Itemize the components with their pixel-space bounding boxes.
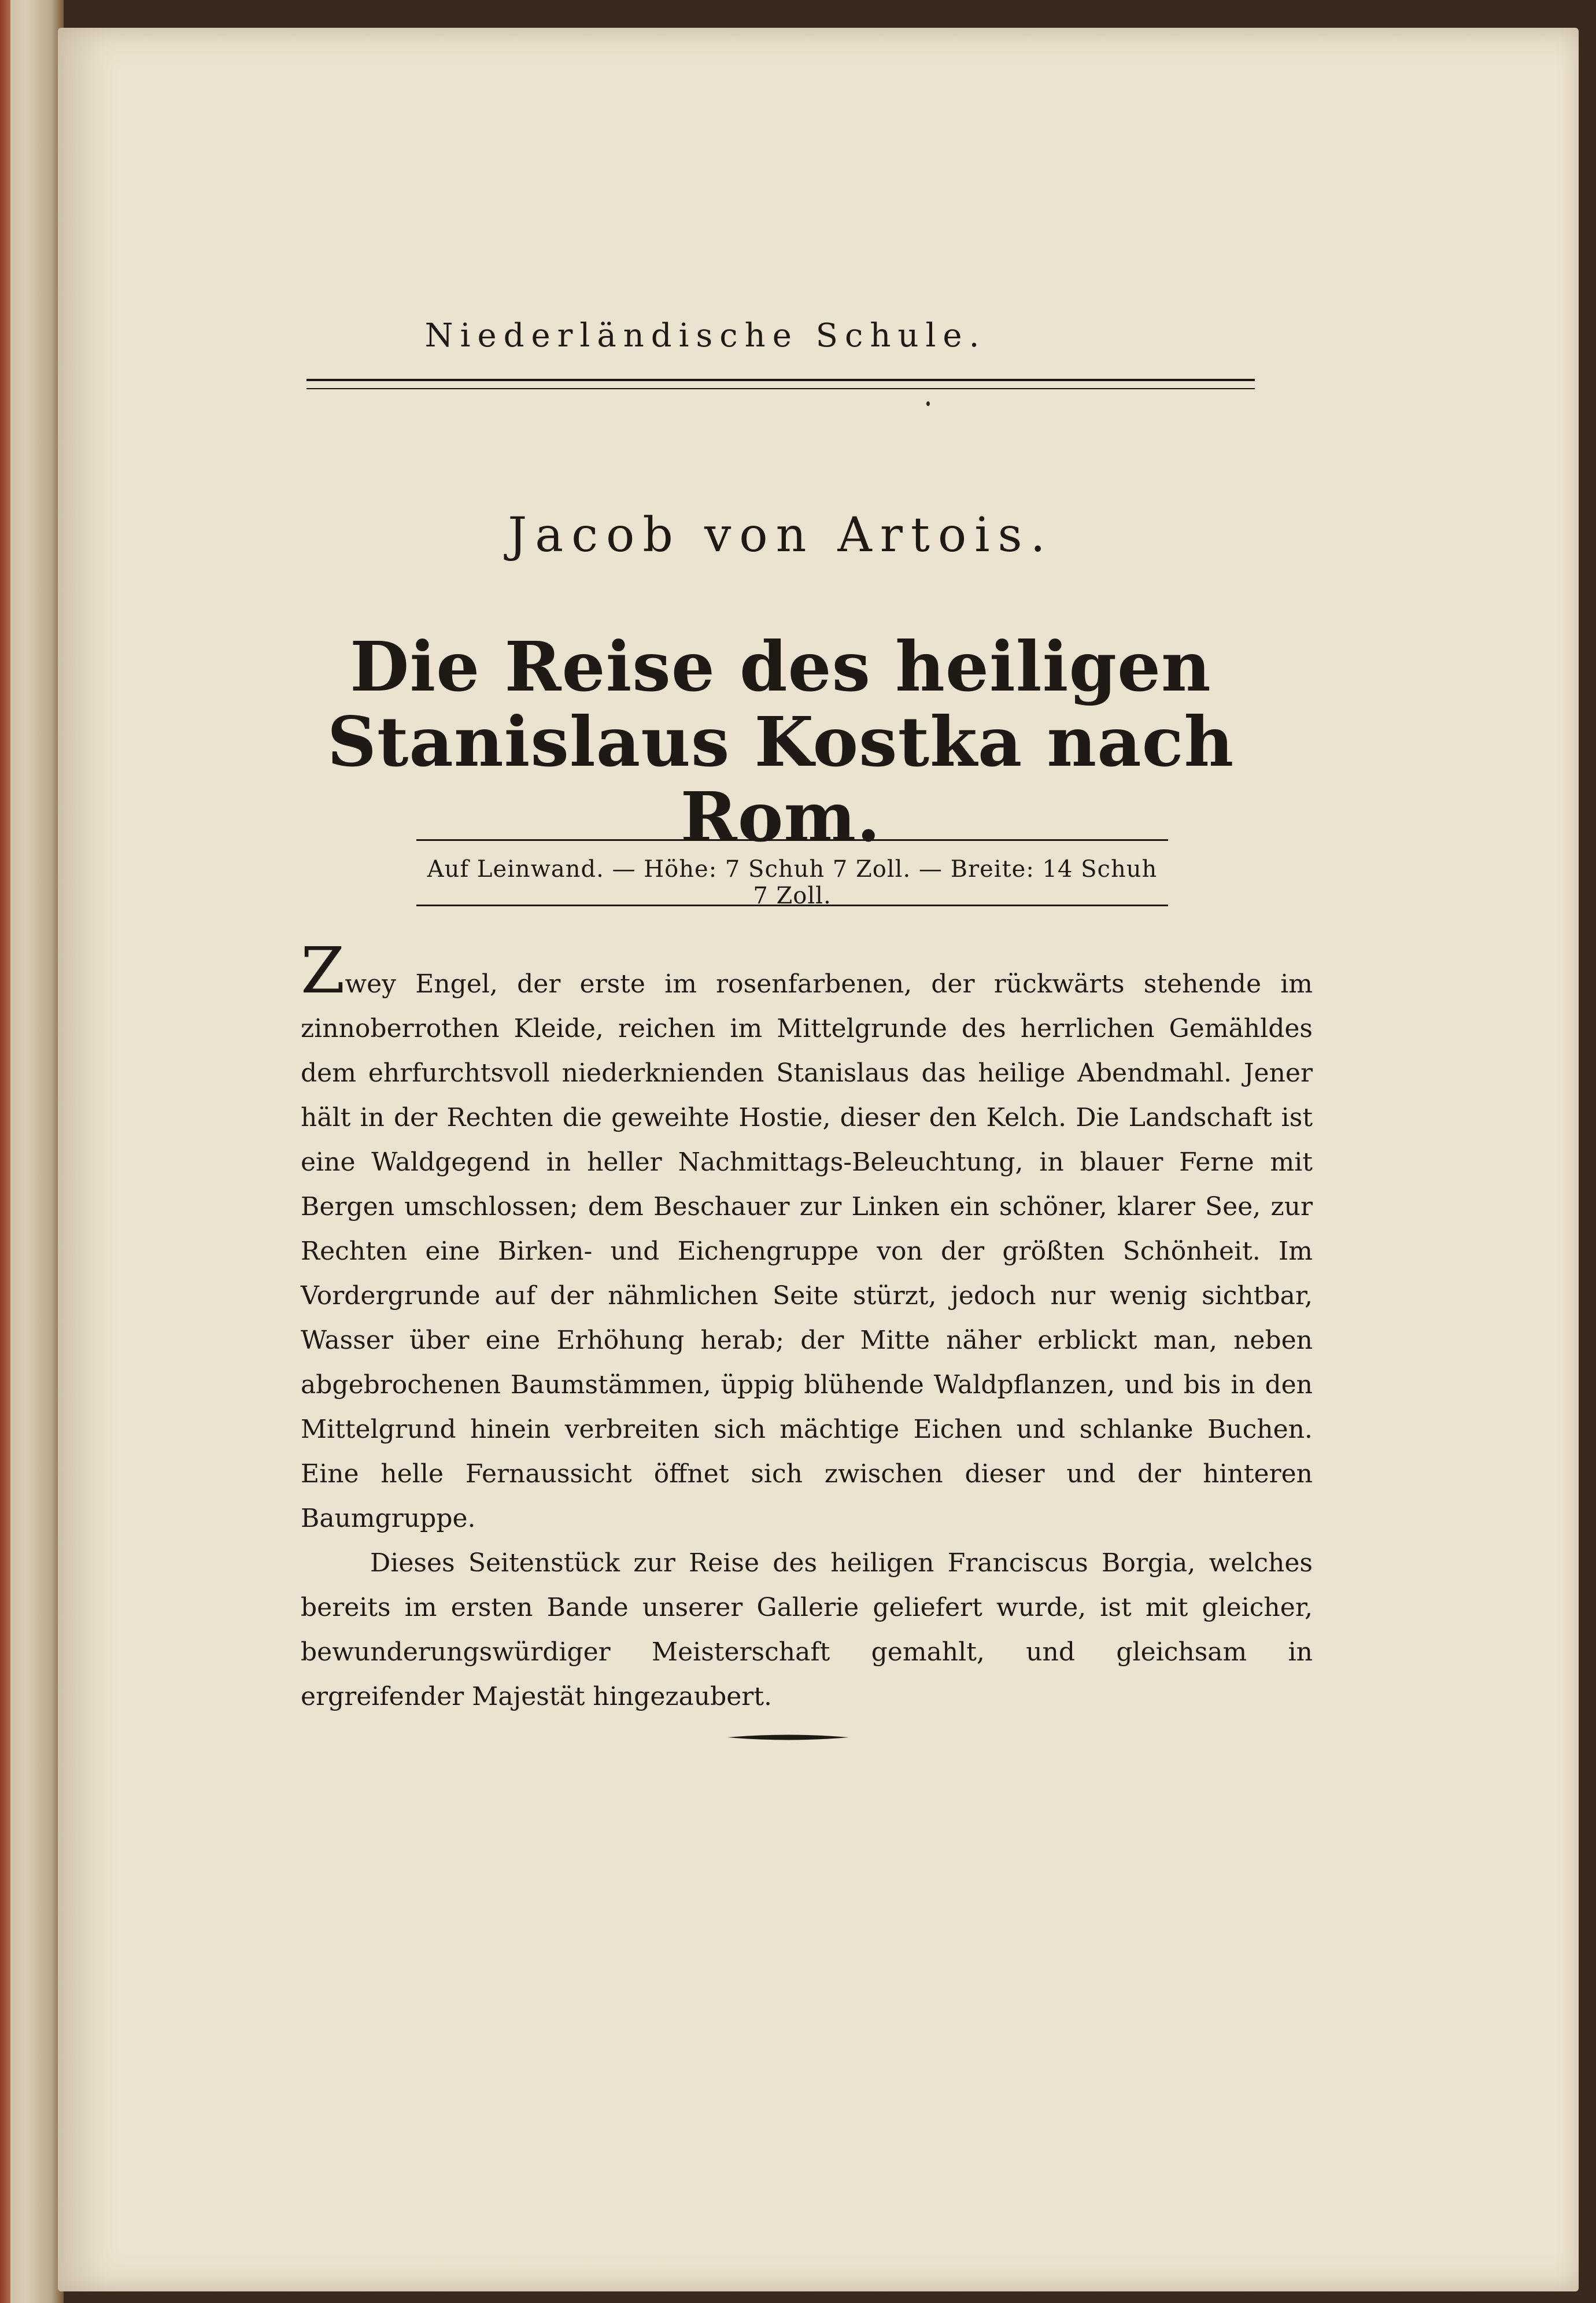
title-line-1: Die Reise des heiligen bbox=[350, 626, 1211, 707]
paragraph-2: Dieses Seitenstück zur Reise des heiligen Franciscus Borgia, welches bereits im ersten Bande unserer Gallerie geliefert wurde, ist mit gleicher, bewunderungswürdiger Meisterschaft gemahlt, und gleichsam in ergreifender Majestät hingezaubert. bbox=[301, 1548, 1313, 1711]
paragraph-1: Zwey Engel, der erste im rosenfarbenen, der rückwärts stehende im zinnoberrothen Kleide, reichen im Mittelgrunde des herrlichen Gemähldes dem ehrfurchtsvoll niederknienden Stanislaus das heilige Abendmahl. Jener hält in der Rechten die geweihte Hostie, dieser den Kelch. Die Landschaft ist eine Waldgegend in heller Nachmittags-Beleuchtung, in blauer Ferne mit Bergen umschlossen; dem Beschauer zur Linken ein schöner, klarer See, zur Rechten eine Birken- und Eichengruppe von der größten Schönheit. Im Vordergrunde auf der nähmlichen Seite stürzt, jedoch nur wenig sichtbar, Wasser über eine Erhöhung herab; der Mitte näher erblickt man, neben abgebrochenen Baumstämmen, üppig blühende Waldpflanzen, und bis in den Mittelgrund hinein verbreiten sich mächtige Eichen und schlanke Buchen. Eine helle Fernaussicht öffnet sich zwischen dieser und der hinteren Baumgruppe. bbox=[301, 933, 1313, 1533]
running-head: Niederländische Schule. bbox=[424, 317, 987, 355]
dimensions-box bbox=[416, 839, 1168, 909]
ink-speck bbox=[926, 401, 930, 406]
artist-name: Jacob von Artois. bbox=[508, 508, 1054, 563]
description-body bbox=[301, 933, 1313, 1719]
dimensions-text: Auf Leinwand. — Höhe: 7 Schuh 7 Zoll. — Breite: 14 Schuh 7 Zoll. bbox=[427, 856, 1158, 909]
tailpiece-ornament bbox=[727, 1733, 849, 1741]
artwork-title bbox=[306, 626, 1255, 857]
title-line-2: Stanislaus Kostka nach Rom. bbox=[327, 702, 1235, 857]
book-binding-edge bbox=[0, 0, 10, 2303]
book-page bbox=[58, 28, 1579, 2291]
head-double-rule bbox=[306, 379, 1255, 389]
